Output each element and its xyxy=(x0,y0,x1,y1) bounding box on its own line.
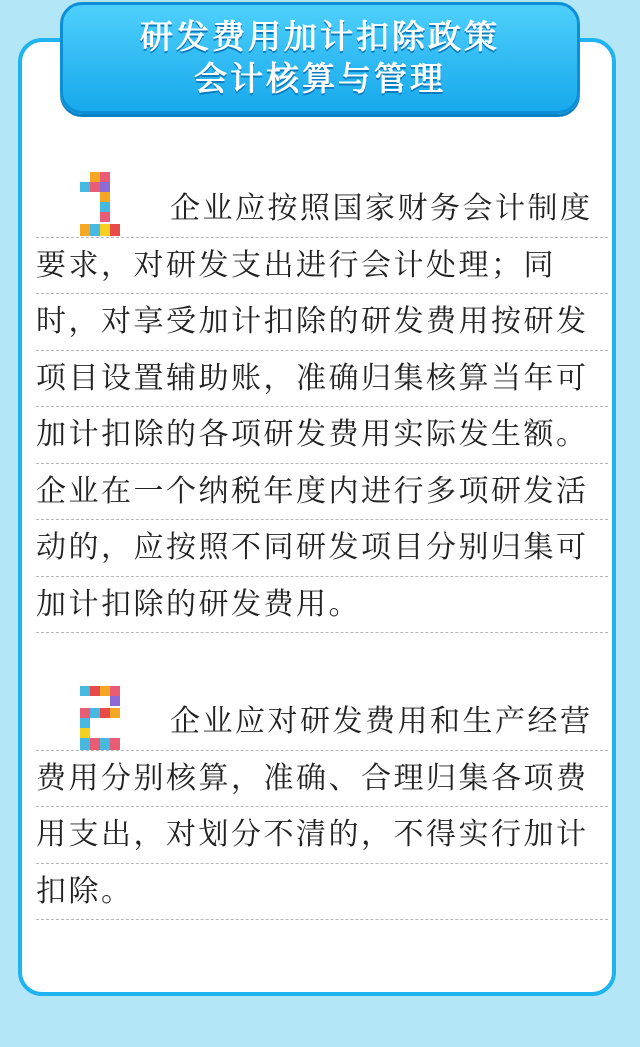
text-line: 费用分别核算，准确、合理归集各项费 xyxy=(36,751,608,808)
text-line: 加计扣除的研发费用。 xyxy=(36,577,608,634)
title-banner xyxy=(60,2,580,114)
text-line: 要求，对研发支出进行会计处理；同 xyxy=(36,238,608,295)
text-line: 项目设置辅助账，准确归集核算当年可 xyxy=(36,351,608,408)
text-line: 时，对享受加计扣除的研发费用按研发 xyxy=(36,294,608,351)
section-1-paragraph xyxy=(36,181,608,633)
text-line: 企业应对研发费用和生产经营 xyxy=(36,694,608,751)
page-title-line-2: 会计核算与管理 xyxy=(194,59,446,98)
page-title-line-1: 研发费用加计扣除政策 xyxy=(140,17,500,56)
text-line: 扣除。 xyxy=(36,864,608,921)
text-line: 动的，应按照不同研发项目分别归集可 xyxy=(36,520,608,577)
section-2-paragraph xyxy=(36,694,608,920)
text-line: 加计扣除的各项研发费用实际发生额。 xyxy=(36,407,608,464)
text-line: 用支出，对划分不清的，不得实行加计 xyxy=(36,807,608,864)
text-line: 企业在一个纳税年度内进行多项研发活 xyxy=(36,464,608,521)
text-line: 企业应按照国家财务会计制度 xyxy=(36,181,608,238)
